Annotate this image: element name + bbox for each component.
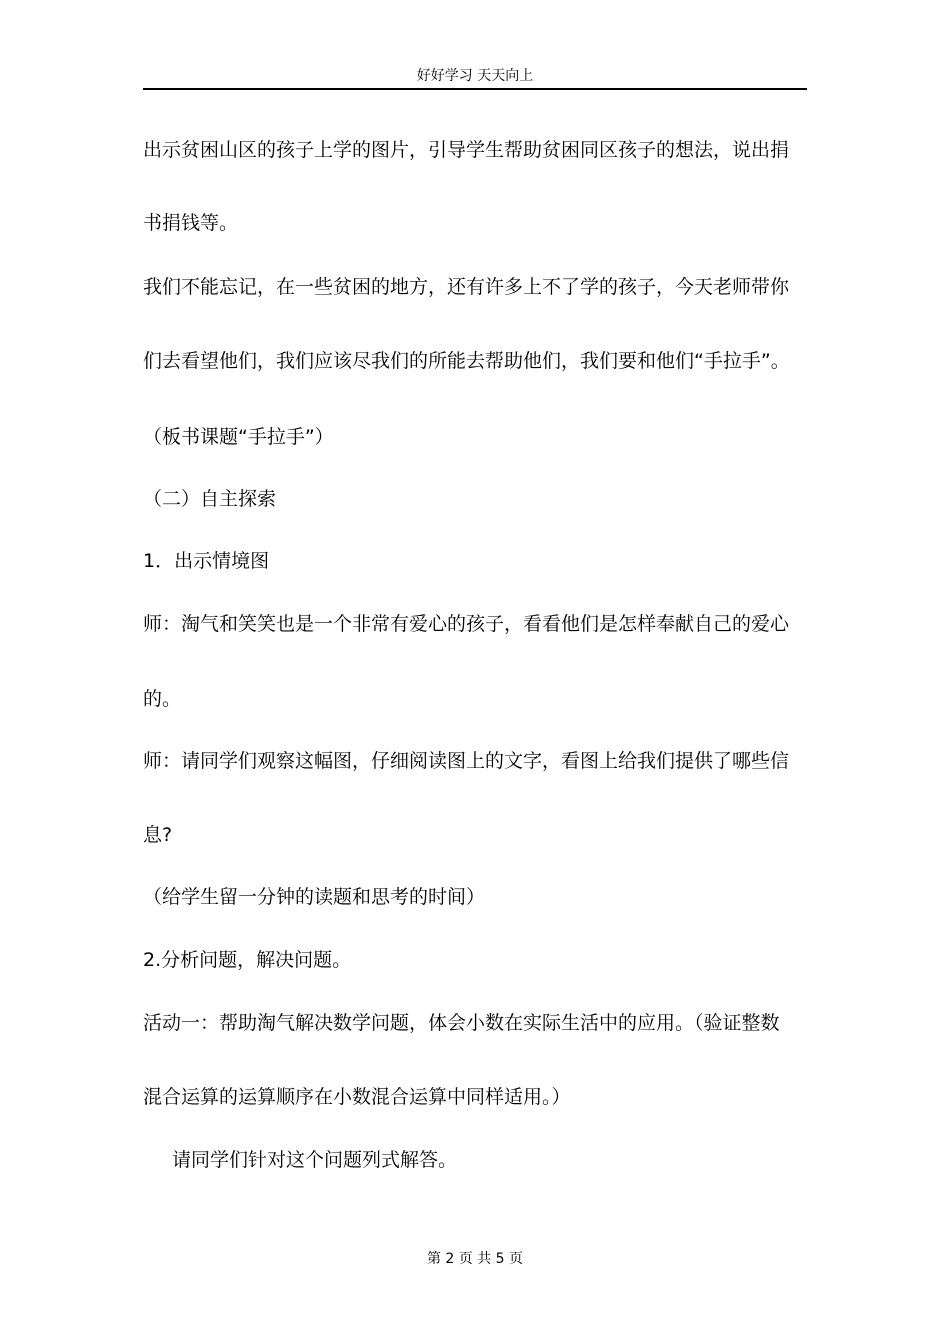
body-line: （板书课题“手拉手”） <box>143 426 334 448</box>
body-line: 息? <box>143 824 173 846</box>
body-line: 活动一：帮助淘气解决数学问题，体会小数在实际生活中的应用。（验证整数 <box>143 1012 780 1034</box>
body-line: 出示贫困山区的孩子上学的图片，引导学生帮助贫困同区孩子的想法，说出捐 <box>143 139 790 161</box>
body-line: 混合运算的运算顺序在小数混合运算中同样适用。） <box>143 1086 571 1108</box>
body-line: 师：淘气和笑笑也是一个非常有爱心的孩子，看看他们是怎样奉献自己的爱心 <box>143 613 790 635</box>
header-rule <box>143 88 807 90</box>
body-line: 我们不能忘记，在一些贫困的地方，还有许多上不了学的孩子，今天老师带你 <box>143 276 790 298</box>
body-line: 2.分析问题，解决问题。 <box>143 949 352 971</box>
body-line: 请同学们针对这个问题列式解答。 <box>172 1149 458 1171</box>
body-line: 书捐钱等。 <box>143 212 239 234</box>
page-header: 好好学习 天天向上 <box>416 68 534 84</box>
body-line: 师：请同学们观察这幅图，仔细阅读图上的文字，看图上给我们提供了哪些信 <box>143 750 790 772</box>
section-heading: （二）自主探索 <box>143 488 277 510</box>
body-line: 1．出示情境图 <box>143 550 270 572</box>
body-line: 的。 <box>143 688 182 710</box>
page-footer: 第 2 页 共 5 页 <box>426 1251 524 1267</box>
body-line: 们去看望他们，我们应该尽我们的所能去帮助他们，我们要和他们“手拉手”。 <box>143 350 790 372</box>
body-line: （给学生留一分钟的读题和思考的时间） <box>143 886 486 908</box>
